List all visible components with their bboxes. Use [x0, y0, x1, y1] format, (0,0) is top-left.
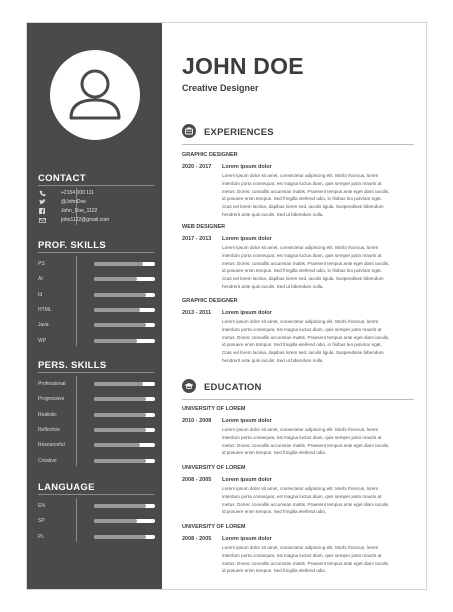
skill-bar-fill	[94, 428, 146, 432]
entry-category: UNIVERSITY OF LOREM	[182, 524, 246, 530]
skill-row	[38, 291, 154, 299]
skill-bar	[94, 308, 155, 312]
skill-label: Resourceful	[38, 442, 65, 449]
description-line: interdum porta consequat, est magna luctus diam, quis semper justo mauris at	[222, 180, 382, 186]
skill-row	[38, 411, 154, 419]
description-line: hendrerit ante quis iaculis. Sed ut bibendum nulla.	[222, 283, 324, 289]
description-line: Cras vel lorem lacinia, dapibus lorem sed, iaculis ligula. Suspendisse bibendum	[222, 276, 384, 282]
skill-bar	[94, 443, 155, 447]
entry-title: Lorem ipsum dolor	[222, 164, 272, 170]
description-line: interdum porta consequat, est magna luctus diam, quis semper justo mauris at	[222, 252, 382, 258]
language-divider	[38, 494, 154, 495]
skill-bar-fill	[94, 459, 146, 463]
skill-bar	[94, 428, 155, 432]
description-line: Lorem ipsum dolor sit amet, consectetur adipiscing elit. Morbi rhoncus, lorem	[222, 486, 379, 491]
description-line: id posuere enim tempus. Sed fringilla eleifend odio.	[222, 450, 327, 456]
description-line: id posuere enim tempus. Sed fringilla eleifend odio, in finibus leo pulvinar eget.	[222, 268, 382, 274]
skill-bar	[94, 397, 155, 401]
email-icon	[38, 217, 46, 224]
skill-bar-fill	[94, 413, 146, 417]
contact-divider	[38, 185, 154, 186]
description-line: metus. Donec convallis accumsan mattis. Praesent tempus ante eget diam iaculis,	[222, 188, 390, 194]
skill-bar	[94, 293, 155, 297]
entry-title: Lorem ipsum dolor	[222, 477, 272, 483]
description-line: metus. Donec convallis accumsan mattis. Praesent tempus ante eget diam iaculis,	[222, 334, 390, 340]
description-line: interdum porta consequat, est magna luctus diam, quis semper justo mauris at	[222, 434, 382, 440]
entry-dates: 2010 - 2008	[182, 418, 212, 424]
description-line: Lorem ipsum dolor sit amet, consectetur adipiscing elit. Morbi rhoncus, lorem	[222, 245, 379, 250]
pers-skills-vline	[76, 376, 77, 466]
skill-bar-fill	[94, 443, 140, 447]
contact-twitter-text: @JohnDoe	[61, 199, 87, 205]
description-line: interdum porta consequat, est magna luctus diam, quis semper justo mauris at	[222, 493, 382, 499]
description-line: id posuere enim tempus. Sed fringilla eleifend odio.	[222, 509, 327, 515]
description-line: metus. Donec convallis accumsan mattis. Praesent tempus ante eget diam iaculis,	[222, 260, 390, 266]
skill-label: EN	[38, 503, 45, 509]
prof-skills-heading: PROF. SKILLS	[38, 240, 106, 251]
skill-bar	[94, 262, 155, 266]
skill-bar-fill	[94, 277, 137, 281]
skill-row	[38, 426, 154, 434]
person-role: Creative Designer	[182, 83, 259, 93]
sidebar	[27, 23, 162, 589]
skill-bar-fill	[94, 382, 143, 386]
skill-row	[38, 337, 154, 345]
skill-bar	[94, 519, 155, 523]
skill-label: HTML	[38, 306, 52, 313]
description-line: Lorem ipsum dolor sit amet, consectetur adipiscing elit. Morbi rhoncus, lorem	[222, 319, 379, 324]
skill-row	[38, 441, 154, 449]
skill-bar-fill	[94, 293, 146, 297]
skill-label: Id	[38, 291, 43, 298]
skill-bar	[94, 459, 155, 463]
skill-row	[38, 533, 154, 541]
entry-category: UNIVERSITY OF LOREM	[182, 465, 246, 471]
skill-label: Realistic	[38, 411, 57, 418]
contact-heading: CONTACT	[38, 173, 86, 184]
entry-dates: 2017 - 2013	[182, 236, 212, 242]
main-column	[162, 23, 426, 589]
description-line: metus. Donec convallis accumsan mattis. Praesent tempus ante eget diam iaculis,	[222, 560, 390, 566]
skill-bar	[94, 413, 155, 417]
entry-description	[222, 426, 412, 457]
description-line: Lorem ipsum dolor sit amet, consectetur adipiscing elit. Morbi rhoncus, lorem	[222, 545, 379, 550]
skill-label: AI	[38, 276, 43, 283]
resume-page	[26, 22, 427, 590]
skill-row	[38, 260, 154, 268]
entry-description	[222, 244, 412, 291]
skill-label: WP	[38, 337, 47, 344]
person-name: JOHN DOE	[182, 53, 304, 79]
description-line: hendrerit ante quis iaculis. Sed ut bibendum nulla.	[222, 357, 324, 363]
pers-skills-heading: PERS. SKILLS	[38, 360, 107, 371]
entry-category: GRAPHIC DESIGNER	[182, 152, 238, 158]
skill-bar	[94, 535, 155, 539]
entry-dates: 2008 - 2005	[182, 477, 212, 483]
contact-phone-text: +2154 000 111	[61, 190, 94, 196]
description-line: Lorem ipsum dolor sit amet, consectetur adipiscing elit. Morbi rhoncus, lorem	[222, 173, 379, 178]
description-line: Lorem ipsum dolor sit amet, consectetur adipiscing elit. Morbi rhoncus, lorem	[222, 427, 379, 432]
entry-description	[222, 485, 412, 516]
entry-title: Lorem ipsum dolor	[222, 310, 272, 316]
description-line: id posuere enim tempus. Sed fringilla eleifend odio, in finibus leo pulvinar eget.	[222, 196, 382, 202]
description-line: metus. Donec convallis accumsan mattis. Praesent tempus ante eget diam iaculis,	[222, 501, 390, 507]
entry-title: Lorem ipsum dolor	[222, 418, 272, 424]
contact-email	[38, 216, 109, 224]
description-line: interdum porta consequat, est magna luctus diam, quis semper justo mauris at	[222, 552, 382, 558]
skill-row	[38, 306, 154, 314]
description-line: Cras vel lorem lacinia, dapibus lorem sed, iaculis ligula. Suspendisse bibendum	[222, 204, 384, 210]
contact-facebook-text: John_Doe_1122	[61, 208, 98, 214]
skill-label: Java	[38, 322, 49, 329]
skill-bar-fill	[94, 308, 140, 312]
phone-icon	[38, 190, 46, 197]
entry-category: GRAPHIC DESIGNER	[182, 298, 238, 304]
skill-bar-fill	[94, 504, 146, 508]
entry-title: Lorem ipsum dolor	[222, 236, 272, 242]
skill-row	[38, 380, 154, 388]
entry-dates: 2008 - 2005	[182, 536, 212, 542]
skill-bar	[94, 382, 155, 386]
skill-row	[38, 395, 154, 403]
description-line: interdum porta consequat, est magna luctus diam, quis semper justo mauris at	[222, 326, 382, 332]
skill-label: Progressive	[38, 396, 65, 403]
skill-label: SP	[38, 518, 45, 525]
description-line: metus. Donec convallis accumsan mattis. Praesent tempus ante eget diam iaculis,	[222, 442, 390, 448]
contact-facebook	[38, 207, 97, 215]
prof-skills-vline	[76, 256, 77, 346]
contact-twitter	[38, 198, 86, 206]
prof-skills-divider	[38, 252, 154, 253]
language-heading: LANGUAGE	[38, 482, 95, 493]
skill-bar-fill	[94, 262, 143, 266]
skill-label: Creative	[38, 457, 57, 464]
skill-bar-fill	[94, 339, 137, 343]
skill-label: Reflective	[38, 426, 60, 433]
twitter-icon	[38, 199, 46, 206]
pers-skills-divider	[38, 372, 154, 373]
contact-email-text: john1122@gmail.com	[61, 217, 110, 223]
contact-phone	[38, 189, 94, 197]
skill-row	[38, 321, 154, 329]
description-line: id posuere enim tempus. Sed fringilla eleifend odio.	[222, 568, 327, 574]
education-heading: EDUCATION	[204, 382, 262, 393]
skill-bar-fill	[94, 397, 146, 401]
description-line: id posuere enim tempus. Sed fringilla eleifend odio, in finibus leo pulvinar eget.	[222, 342, 382, 348]
skill-bar	[94, 277, 155, 281]
user-icon	[50, 50, 140, 140]
avatar	[50, 50, 140, 140]
experiences-divider	[182, 144, 414, 145]
skill-row	[38, 275, 154, 283]
briefcase-icon	[182, 124, 196, 138]
skill-bar	[94, 339, 155, 343]
skill-label: PL	[38, 533, 45, 540]
entry-description	[222, 318, 412, 365]
entry-category: UNIVERSITY OF LOREM	[182, 406, 246, 412]
facebook-icon	[38, 208, 46, 215]
skill-bar	[94, 504, 155, 508]
skill-row	[38, 457, 154, 465]
description-line: Cras vel lorem lacinia, dapibus lorem sed, iaculis ligula. Suspendisse bibendum	[222, 350, 384, 356]
education-divider	[182, 399, 414, 400]
skill-label: Professional	[38, 381, 66, 387]
entry-description	[222, 544, 412, 575]
skill-row	[38, 502, 154, 510]
skill-bar	[94, 323, 155, 327]
entry-title: Lorem ipsum dolor	[222, 536, 272, 542]
entry-description	[222, 172, 412, 219]
skill-bar-fill	[94, 323, 146, 327]
skill-bar-fill	[94, 519, 137, 523]
entry-category: WEB DESIGNER	[182, 224, 226, 230]
skill-bar-fill	[94, 535, 146, 539]
entry-dates: 2020 - 2017	[182, 164, 212, 170]
graduation-cap-icon	[182, 379, 196, 393]
description-line: hendrerit ante quis iaculis. Sed ut bibendum nulla.	[222, 211, 324, 217]
skill-label: PS	[38, 261, 45, 267]
experiences-heading: EXPERIENCES	[204, 127, 274, 138]
skill-row	[38, 517, 154, 525]
entry-dates: 2013 - 2011	[182, 310, 212, 316]
